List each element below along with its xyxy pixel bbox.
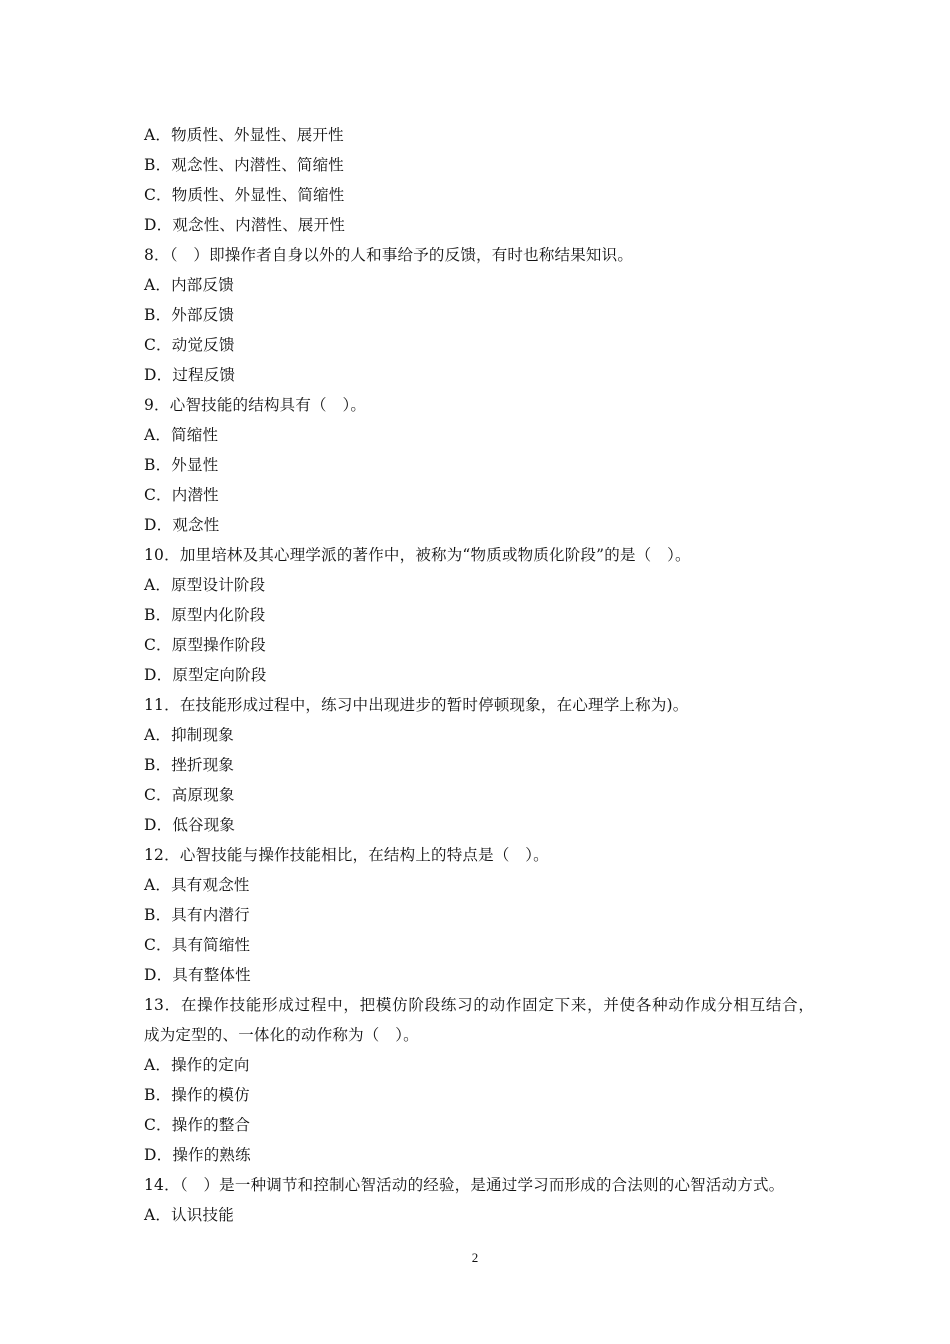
option-b-q8: B．外部反馈 (144, 306, 235, 324)
option-b-q12: B．具有内潜行 (144, 906, 250, 924)
question-13-line-1: 13．在操作技能形成过程中，把模仿阶段练习的动作固定下来，并使各种动作成分相互结合， (144, 996, 814, 1014)
option-c-q9: C．内潜性 (144, 486, 219, 504)
option-d-q13: D．操作的熟练 (144, 1146, 251, 1164)
option-d-q8: D．过程反馈 (144, 366, 236, 384)
option-b-q13: B．操作的模仿 (144, 1086, 250, 1104)
option-a-q8: A．内部反馈 (144, 276, 234, 294)
option-a-q9: A．简缩性 (144, 426, 219, 444)
option-d-q9: D．观念性 (144, 516, 220, 534)
option-d-q7: D．观念性、内潜性、展开性 (144, 216, 346, 234)
option-a-q11: A．抑制现象 (144, 726, 234, 744)
option-c-q7: C．物质性、外显性、简缩性 (144, 186, 345, 204)
option-c-q10: C．原型操作阶段 (144, 636, 266, 654)
page-content (144, 120, 814, 1230)
question-11: 11．在技能形成过程中，练习中出现进步的暂时停顿现象，在心理学上称为)。 (144, 696, 689, 714)
option-b-q9: B．外显性 (144, 456, 219, 474)
question-13-line-2: 成为定型的、一体化的动作称为（ ）。 (144, 1026, 419, 1044)
question-12: 12．心智技能与操作技能相比，在结构上的特点是（ ）。 (144, 846, 549, 864)
option-a-q10: A．原型设计阶段 (144, 576, 266, 594)
option-c-q12: C．具有简缩性 (144, 936, 251, 954)
option-d-q12: D．具有整体性 (144, 966, 251, 984)
option-d-q11: D．低谷现象 (144, 816, 236, 834)
option-b-q7: B．观念性、内潜性、简缩性 (144, 156, 344, 174)
option-a-q14: A．认识技能 (144, 1206, 234, 1224)
question-14: 14．（ ）是一种调节和控制心智活动的经验，是通过学习而形成的合法则的心智活动方式。 (144, 1176, 785, 1194)
option-a-q12: A．具有观念性 (144, 876, 250, 894)
page-number: 2 (471, 1250, 479, 1265)
question-9: 9．心智技能的结构具有（ ）。 (144, 396, 367, 414)
option-d-q10: D．原型定向阶段 (144, 666, 267, 684)
option-c-q8: C．动觉反馈 (144, 336, 235, 354)
option-c-q11: C．高原现象 (144, 786, 235, 804)
option-b-q10: B．原型内化阶段 (144, 606, 266, 624)
option-c-q13: C．操作的整合 (144, 1116, 251, 1134)
question-10: 10．加里培林及其心理学派的著作中，被称为“物质或物质化阶段”的是（ ）。 (144, 546, 691, 564)
option-a-q13: A．操作的定向 (144, 1056, 250, 1074)
option-a-q7: A．物质性、外显性、展开性 (144, 126, 344, 144)
question-8: 8．（ ）即操作者自身以外的人和事给予的反馈，有时也称结果知识。 (144, 246, 634, 264)
option-b-q11: B．挫折现象 (144, 756, 235, 774)
